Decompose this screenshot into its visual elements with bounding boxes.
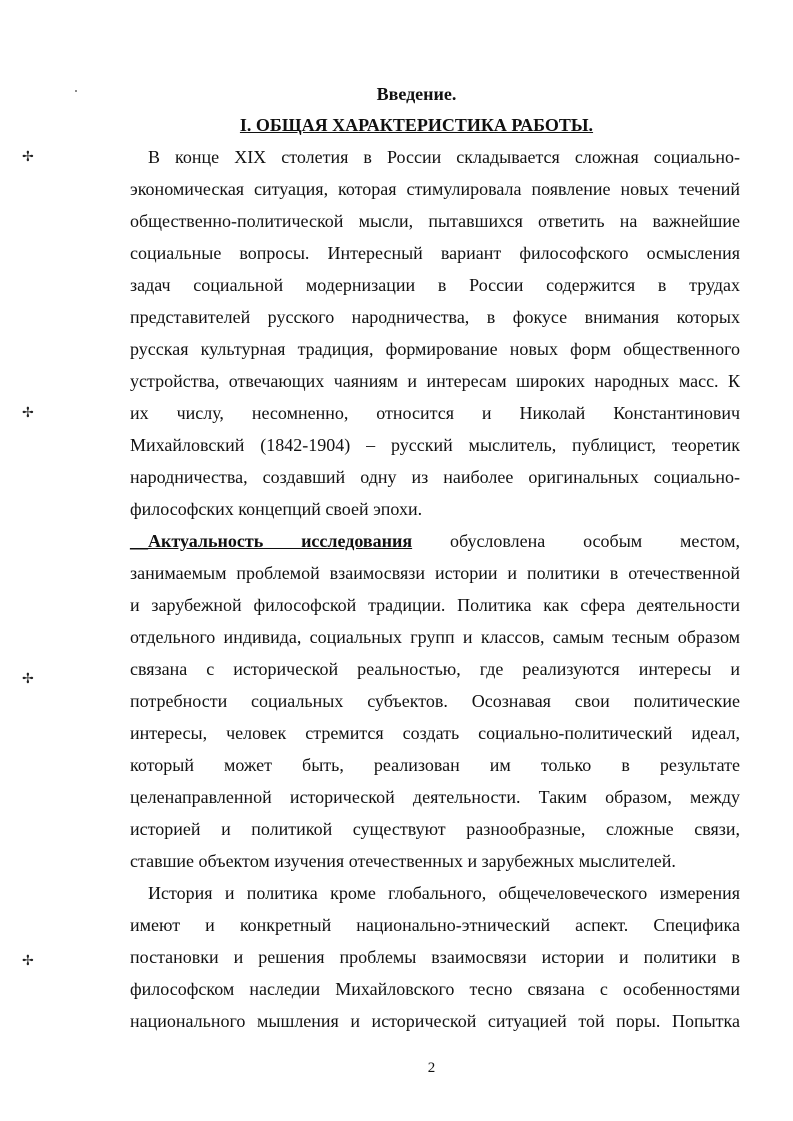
binding-hole-mark-icon: ✢ bbox=[22, 149, 34, 165]
text-line: народничества, создавший одну из наиболее оригинальных социально- bbox=[130, 467, 740, 487]
text-line: ставшие объектом изучения отечественных и зарубежных мыслителей. bbox=[130, 851, 676, 871]
text-line: экономическая ситуация, которая стимулировала появление новых течений bbox=[130, 179, 740, 199]
text-line: историей и политикой существуют разнообразные, сложные связи, bbox=[130, 819, 740, 839]
text-line: занимаемым проблемой взаимосвязи истории и политики в отечественной bbox=[130, 563, 740, 583]
text-line: постановки и решения проблемы взаимосвязи истории и политики в bbox=[130, 947, 740, 967]
text-line: философских концепций своей эпохи. bbox=[130, 499, 423, 519]
text-line: общественно-политической мысли, пытавшихся ответить на важнейшие bbox=[130, 211, 740, 231]
text-line: устройства, отвечающих чаяниям и интересам широких народных масс. К bbox=[130, 371, 740, 391]
text-line: отдельного индивида, социальных групп и классов, самым тесным образом bbox=[130, 627, 740, 647]
relevance-line bbox=[130, 530, 740, 552]
text-line: который может быть, реализован им только в результате bbox=[130, 755, 740, 775]
text-line: национального мышления и исторической ситуацией той поры. Попытка bbox=[130, 1011, 740, 1031]
text-line: социальные вопросы. Интересный вариант философского осмысления bbox=[130, 243, 740, 263]
text-line: интересы, человек стремится создать социально-политический идеал, bbox=[130, 723, 740, 743]
text-line: и зарубежной философской традиции. Политика как сфера деятельности bbox=[130, 595, 740, 615]
section-title: Введение. bbox=[376, 84, 457, 104]
text-line: связана с исторической реальностью, где реализуются интересы и bbox=[130, 659, 740, 679]
text-line: их числу, несомненно, относится и Николай Константинович bbox=[130, 403, 740, 423]
text-line: целенаправленной исторической деятельности. Таким образом, между bbox=[130, 787, 740, 807]
relevance-term: __Актуальность исследования bbox=[130, 531, 413, 551]
binding-hole-mark-icon: ✢ bbox=[22, 671, 34, 687]
relevance-text: обусловлена особым местом, bbox=[449, 531, 741, 551]
text-line: задач социальной модернизации в России содержится в трудах bbox=[130, 275, 740, 295]
text-line: В конце XIX столетия в России складывается сложная социально- bbox=[148, 147, 740, 167]
binding-hole-mark-icon: ✢ bbox=[22, 953, 34, 969]
text-line: представителей русского народничества, в фокусе внимания которых bbox=[130, 307, 740, 327]
chapter-title: I. ОБЩАЯ ХАРАКТЕРИСТИКА РАБОТЫ. bbox=[239, 115, 594, 135]
text-line: Михайловский (1842-1904) – русский мыслитель, публицист, теоретик bbox=[130, 435, 740, 455]
text-line: потребности социальных субъектов. Осознавая свои политические bbox=[130, 691, 740, 711]
text-line: философском наследии Михайловского тесно связана с особенностями bbox=[130, 979, 740, 999]
binding-hole-mark-icon: ✢ bbox=[22, 405, 34, 421]
text-line: русская культурная традиция, формирование новых форм общественного bbox=[130, 339, 740, 359]
text-line: История и политика кроме глобального, общечеловеческого измерения bbox=[148, 883, 740, 903]
page-number: 2 bbox=[427, 1060, 436, 1076]
text-line: имеют и конкретный национально-этнический аспект. Специфика bbox=[130, 915, 740, 935]
